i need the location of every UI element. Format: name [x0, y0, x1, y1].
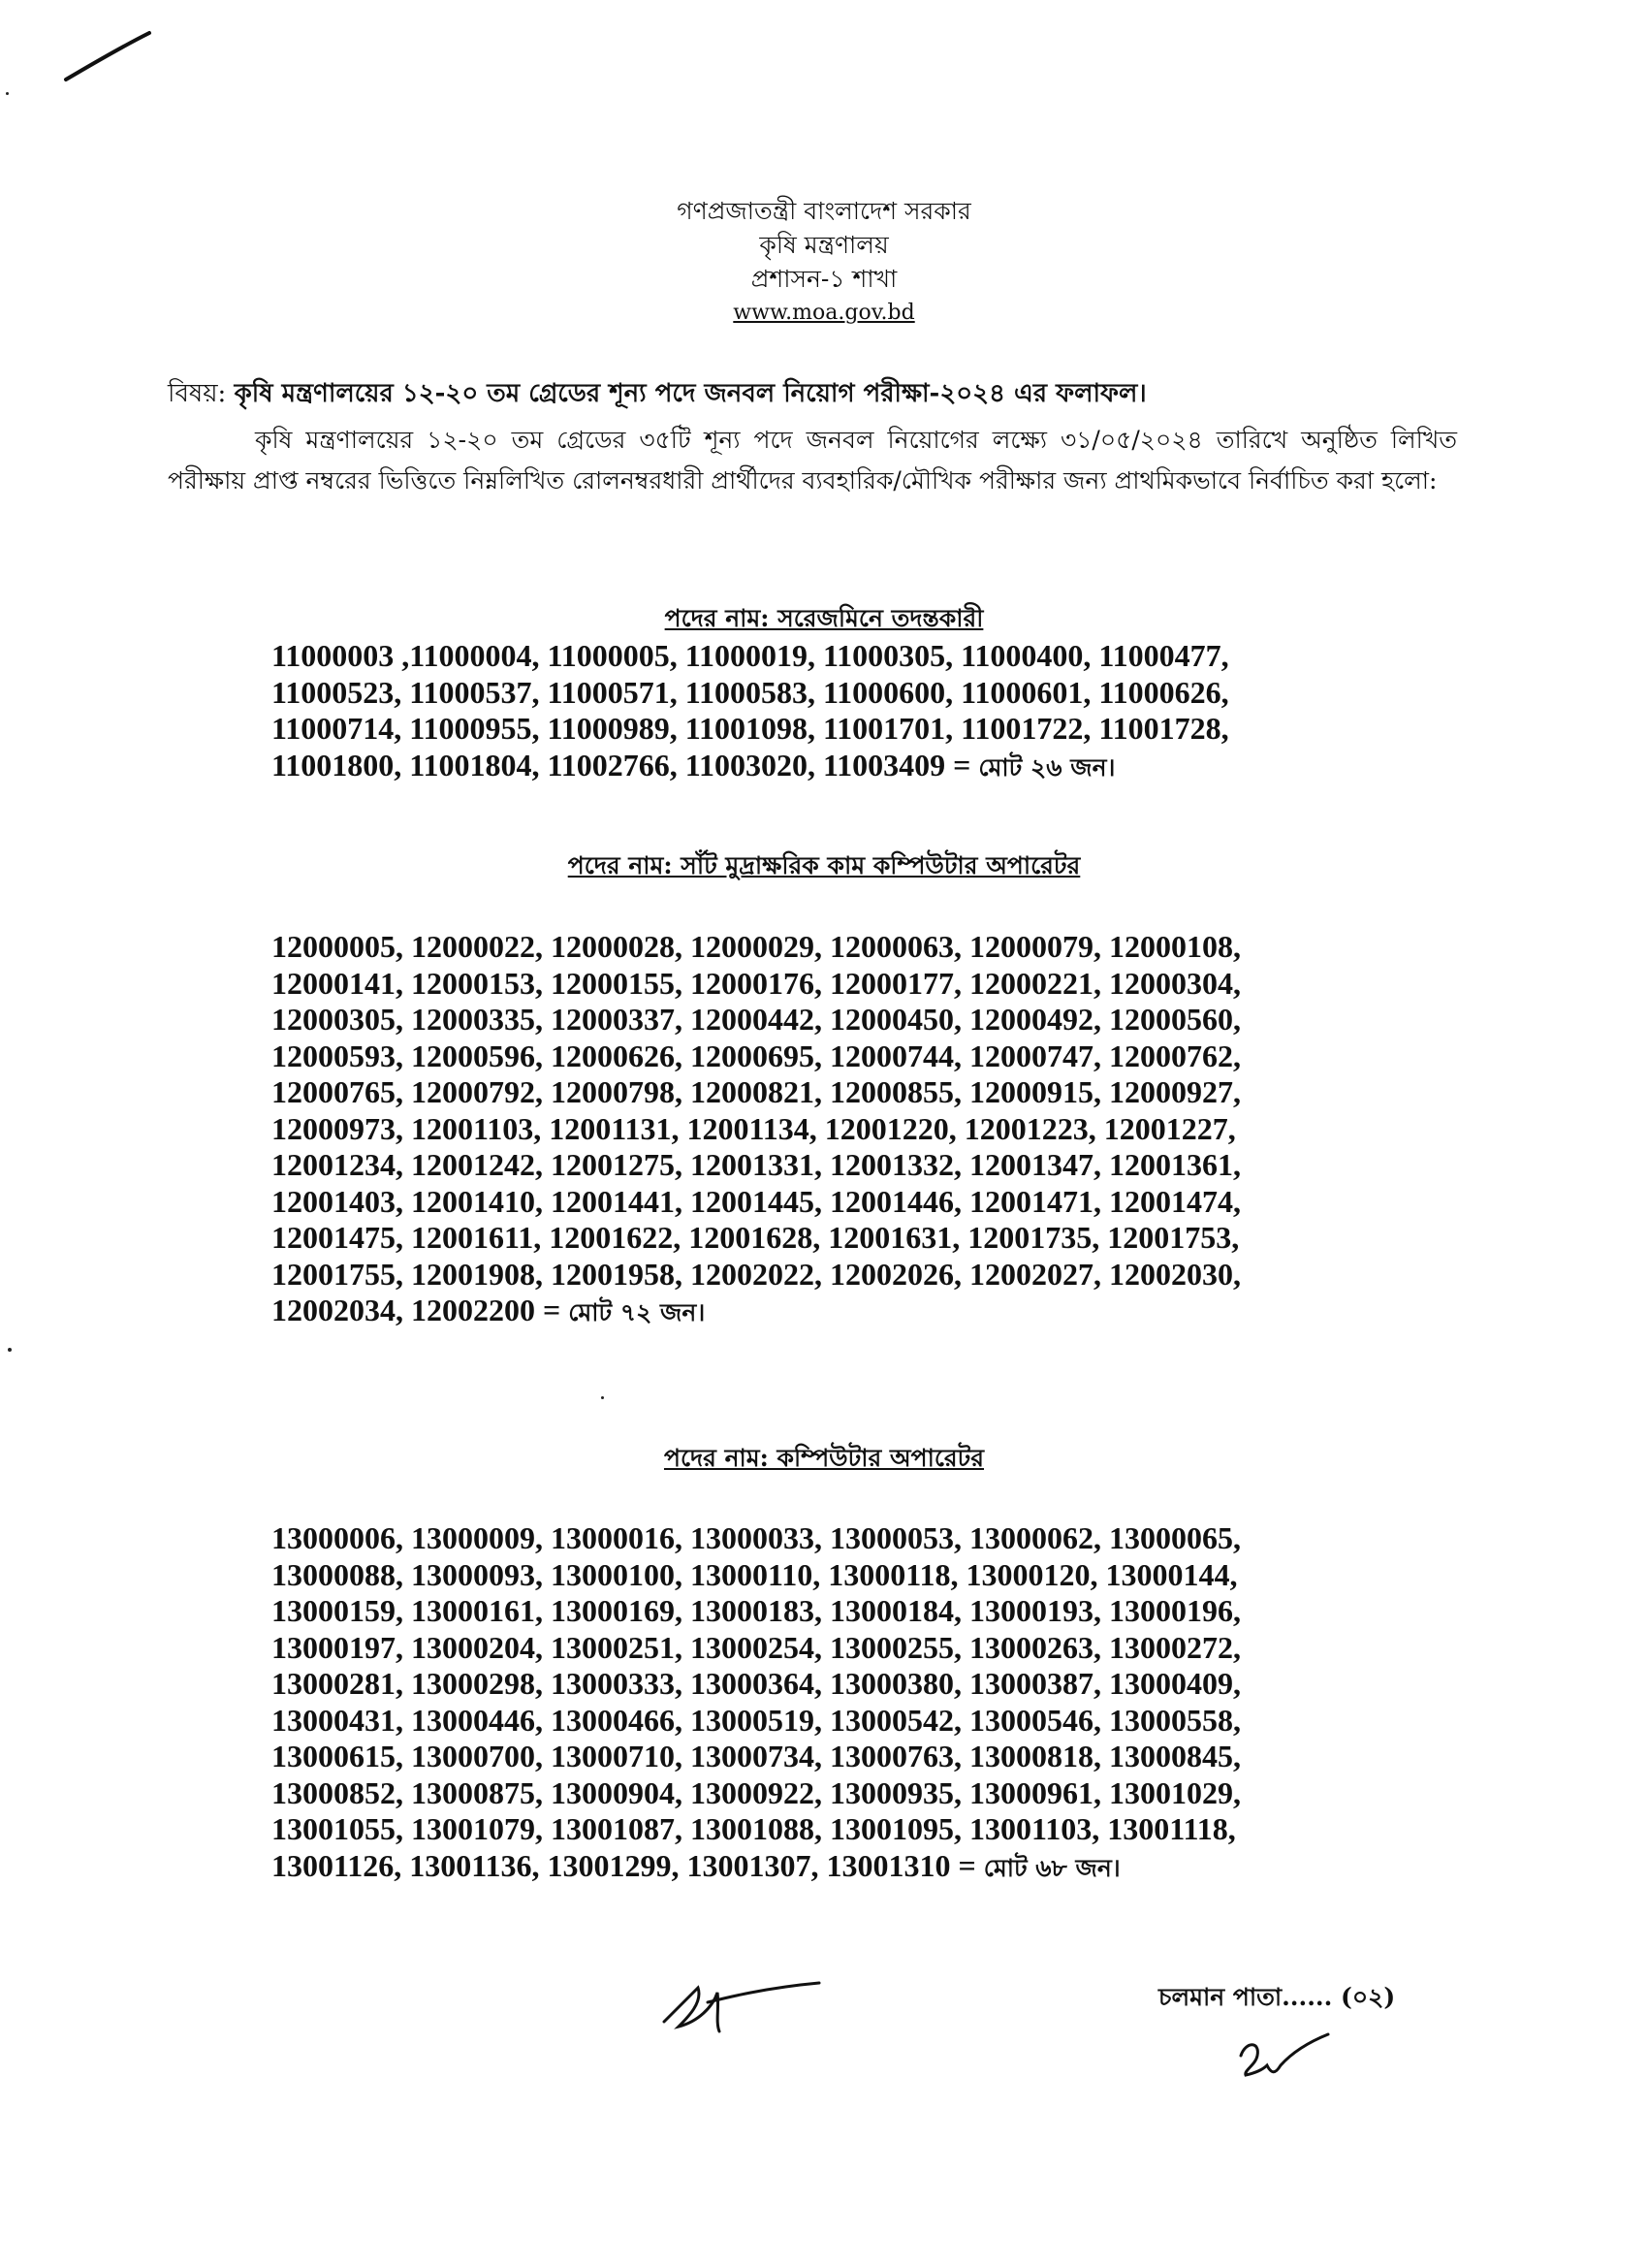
pen-stroke-mark: [60, 29, 157, 87]
roll-row: 13000852, 13000875, 13000904, 13000922, 13000935, 13000961, 13001029,: [271, 1774, 1241, 1810]
intro-paragraph: কৃষি মন্ত্রণালয়ের ১২-২০ তম গ্রেডের ৩৫টি শূন্য পদে জনবল নিয়োগের লক্ষ্যে ৩১/০৫/২০২৪ তারিখে অনুষ্ঠিত লিখিত পরীক্ষায় প্রাপ্ত নম্বরের ভিত্তিতে নিম্নলিখিত রোলনম্বরধারী প্রার্থীদের ব্যবহারিক/মৌখিক পরীক্ষার জন্য প্রাথমিকভাবে নির্বাচিত করা হলো:: [168, 426, 1457, 495]
total-count: মোট ২৬ জন।: [978, 752, 1116, 782]
roll-row: 13000281, 13000298, 13000333, 13000364, 13000380, 13000387, 13000409,: [271, 1666, 1241, 1701]
ministry-name: কৃষি মন্ত্রণালয়: [759, 231, 889, 259]
scan-speck: [6, 92, 9, 95]
roll-row: 12001234, 12001242, 12001275, 12001331, 12001332, 12001347, 12001361,: [271, 1147, 1241, 1182]
signature-mark: [659, 1968, 824, 2036]
roll-row: 12000305, 12000335, 12000337, 12000442, 12000450, 12000492, 12000560,: [271, 1002, 1241, 1037]
roll-row: 13000006, 13000009, 13000016, 13000033, 13000053, 13000062, 13000065,: [271, 1520, 1241, 1555]
scan-speck: [8, 1348, 12, 1352]
roll-list-steno-typist: [271, 929, 1415, 1331]
roll-row-last: 12002034, 12002200 = মোট ৭২ জন।: [271, 1293, 706, 1327]
letterhead: [0, 194, 1648, 330]
roll-row: 13000615, 13000700, 13000710, 13000734, 13000763, 13000818, 13000845,: [271, 1739, 1241, 1773]
branch-name: প্রশাসন-১ শাখা: [750, 265, 898, 293]
roll-row: 12001403, 12001410, 12001441, 12001445, 12001446, 12001471, 12001474,: [271, 1183, 1241, 1219]
scan-speck: [601, 1396, 604, 1399]
website-link[interactable]: www.moa.gov.bd: [733, 301, 915, 325]
roll-row: 12000593, 12000596, 12000626, 12000695, 12000744, 12000747, 12000762,: [271, 1038, 1241, 1073]
roll-list-computer-operator: [271, 1520, 1415, 1886]
roll-row-last: 11001800, 11001804, 11002766, 11003020, 11003409 = মোট ২৬ জন।: [271, 747, 1116, 783]
roll-row: 12001755, 12001908, 12001958, 12002022, 12002026, 12002027, 12002030,: [271, 1256, 1241, 1292]
subject-line: [168, 373, 1147, 416]
section-title-steno-typist: পদের নাম: সাঁট মুদ্রাক্ষরিক কাম কম্পিউটার অপারেটর: [567, 851, 1081, 879]
subject-text: কৃষি মন্ত্রণালয়ের ১২-২০ তম গ্রেডের শূন্য পদে জনবল নিয়োগ পরীক্ষা-২০২৪ এর ফলাফল।: [234, 379, 1147, 408]
roll-row: 13000431, 13000446, 13000466, 13000519, 13000542, 13000546, 13000558,: [271, 1702, 1241, 1738]
roll-list-field-investigator: [271, 638, 1415, 785]
total-count: মোট ৬৮ জন।: [983, 1853, 1121, 1882]
roll-row: 12000005, 12000022, 12000028, 12000029, 12000063, 12000079, 12000108,: [271, 929, 1241, 964]
roll-row: 12000973, 12001103, 12001131, 12001134, 12001220, 12001223, 12001227,: [271, 1110, 1236, 1146]
subject-label: বিষয়:: [168, 379, 227, 408]
roll-row-last: 13001126, 13001136, 13001299, 13001307, 13001310 = মোট ৬৮ জন।: [271, 1847, 1121, 1883]
initial-mark: [1236, 2027, 1333, 2085]
section-title-field-investigator: পদের নাম: সরেজমিনে তদন্তকারী: [664, 604, 984, 632]
roll-row: 11000523, 11000537, 11000571, 11000583, 11000600, 11000601, 11000626,: [271, 674, 1229, 710]
roll-row: 13000088, 13000093, 13000100, 13000110, 13000118, 13000120, 13000144,: [271, 1556, 1238, 1592]
roll-row: 12000141, 12000153, 12000155, 12000176, 12000177, 12000221, 12000304,: [271, 965, 1241, 1001]
government-name: গণপ্রজাতন্ত্রী বাংলাদেশ সরকার: [677, 197, 971, 225]
roll-row: 11000003 ,11000004, 11000005, 11000019, 11000305, 11000400, 11000477,: [271, 638, 1229, 673]
roll-row: 13001055, 13001079, 13001087, 13001088, 13001095, 13001103, 13001118,: [271, 1811, 1236, 1846]
total-count: মোট ৭২ জন।: [568, 1298, 706, 1326]
roll-row: 13000197, 13000204, 13000251, 13000254, 13000255, 13000263, 13000272,: [271, 1629, 1241, 1665]
section-title-computer-operator: পদের নাম: কম্পিউটার অপারেটর: [663, 1444, 985, 1472]
roll-row: 11000714, 11000955, 11000989, 11001098, 11001701, 11001722, 11001728,: [271, 711, 1229, 746]
continued-page-note: চলমান পাতা...... (০২): [1158, 1983, 1396, 2011]
roll-row: 12001475, 12001611, 12001622, 12001628, 12001631, 12001735, 12001753,: [271, 1220, 1240, 1255]
roll-row: 12000765, 12000792, 12000798, 12000821, 12000855, 12000915, 12000927,: [271, 1074, 1241, 1109]
roll-row: 13000159, 13000161, 13000169, 13000183, 13000184, 13000193, 13000196,: [271, 1593, 1241, 1628]
